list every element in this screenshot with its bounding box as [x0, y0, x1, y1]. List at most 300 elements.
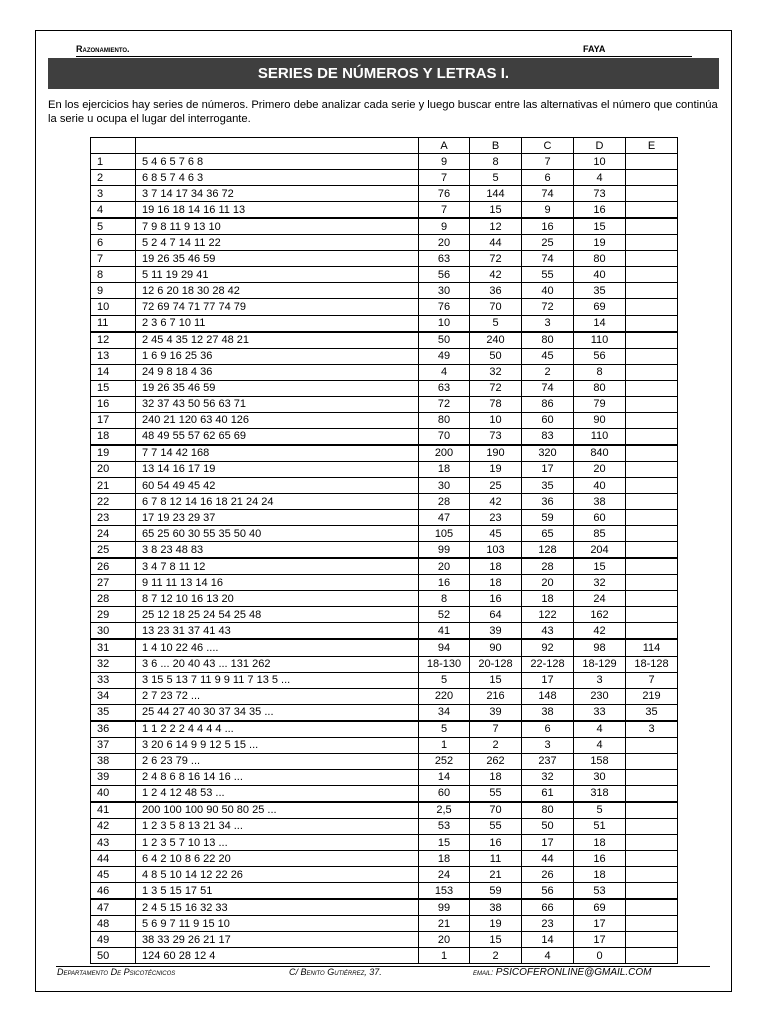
- table-row: [91, 364, 678, 380]
- option-e-cell: 114: [626, 639, 678, 656]
- series-cell: 5 6 9 7 11 9 15 10: [136, 916, 419, 932]
- series-cell: 3 4 7 8 11 12: [136, 558, 419, 575]
- row-number: 4: [91, 202, 136, 219]
- option-b-cell: 78: [470, 396, 522, 412]
- row-number: 13: [91, 348, 136, 364]
- option-d-cell: 230: [574, 688, 626, 704]
- table-row: [91, 704, 678, 721]
- option-c-cell: 92: [522, 639, 574, 656]
- option-b-cell: 90: [470, 639, 522, 656]
- option-d-cell: 42: [574, 623, 626, 640]
- option-d-cell: 20: [574, 461, 626, 477]
- table-row: [91, 916, 678, 932]
- option-a-cell: 20: [419, 235, 470, 251]
- series-cell: 72 69 74 71 77 74 79: [136, 299, 419, 315]
- option-d-cell: 35: [574, 283, 626, 299]
- row-number: 49: [91, 932, 136, 948]
- option-a-cell: 16: [419, 575, 470, 591]
- option-c-cell: 80: [522, 332, 574, 349]
- option-b-cell: 72: [470, 251, 522, 267]
- table-row: [91, 348, 678, 364]
- option-a-cell: 5: [419, 721, 470, 738]
- footer-email-link[interactable]: PSICOFERONLINE@GMAIL.COM: [495, 967, 652, 978]
- row-number: 45: [91, 867, 136, 883]
- row-number: 40: [91, 785, 136, 802]
- table-row: [91, 753, 678, 769]
- row-number: 1: [91, 154, 136, 170]
- option-a-cell: 105: [419, 526, 470, 542]
- series-cell: 5 4 6 5 7 6 8: [136, 154, 419, 170]
- option-c-cell: 38: [522, 704, 574, 721]
- row-number: 30: [91, 623, 136, 640]
- table-row: [91, 818, 678, 834]
- option-a-cell: 28: [419, 494, 470, 510]
- option-d-cell: 40: [574, 267, 626, 283]
- option-d-cell: 4: [574, 170, 626, 186]
- option-c-cell: 66: [522, 899, 574, 916]
- series-cell: 24 9 8 18 4 36: [136, 364, 419, 380]
- option-e-cell: 18-128: [626, 656, 678, 672]
- option-d-cell: 840: [574, 445, 626, 462]
- row-number: 46: [91, 883, 136, 900]
- option-b-cell: 39: [470, 623, 522, 640]
- option-e-cell: [626, 170, 678, 186]
- option-a-cell: 72: [419, 396, 470, 412]
- option-a-cell: 94: [419, 639, 470, 656]
- option-e-cell: [626, 623, 678, 640]
- option-c-cell: 55: [522, 267, 574, 283]
- page-title: [48, 58, 719, 89]
- option-c-cell: 56: [522, 883, 574, 900]
- footer-address: C/ Benito Gutiérrez, 37.: [289, 967, 382, 977]
- option-e-cell: [626, 364, 678, 380]
- option-e-cell: [626, 202, 678, 219]
- series-cell: 3 20 6 14 9 9 12 5 15 ...: [136, 737, 419, 753]
- option-a-cell: 76: [419, 186, 470, 202]
- option-a-cell: 21: [419, 916, 470, 932]
- option-a-cell: 50: [419, 332, 470, 349]
- option-d-cell: 3: [574, 672, 626, 688]
- option-b-cell: 5: [470, 315, 522, 332]
- option-b-cell: 36: [470, 283, 522, 299]
- option-e-cell: [626, 332, 678, 349]
- column-header: C: [522, 138, 574, 154]
- option-e-cell: 3: [626, 721, 678, 738]
- series-cell: 1 2 4 12 48 53 ...: [136, 785, 419, 802]
- option-d-cell: 80: [574, 380, 626, 396]
- option-c-cell: 61: [522, 785, 574, 802]
- option-e-cell: [626, 461, 678, 477]
- option-b-cell: 70: [470, 802, 522, 819]
- option-e-cell: 7: [626, 672, 678, 688]
- table-row: [91, 542, 678, 559]
- option-a-cell: 5: [419, 672, 470, 688]
- option-d-cell: 110: [574, 332, 626, 349]
- option-d-cell: 17: [574, 932, 626, 948]
- option-b-cell: 21: [470, 867, 522, 883]
- option-c-cell: 83: [522, 428, 574, 445]
- row-number: 26: [91, 558, 136, 575]
- series-cell: 9 11 11 13 14 16: [136, 575, 419, 591]
- option-c-cell: 237: [522, 753, 574, 769]
- option-a-cell: 7: [419, 202, 470, 219]
- option-d-cell: 16: [574, 851, 626, 867]
- table-row: [91, 412, 678, 428]
- option-b-cell: 19: [470, 461, 522, 477]
- option-e-cell: [626, 542, 678, 559]
- option-d-cell: 56: [574, 348, 626, 364]
- option-c-cell: 3: [522, 315, 574, 332]
- row-number: 29: [91, 607, 136, 623]
- option-a-cell: 7: [419, 170, 470, 186]
- option-d-cell: 10: [574, 154, 626, 170]
- table-row: [91, 218, 678, 235]
- option-e-cell: [626, 883, 678, 900]
- option-a-cell: 220: [419, 688, 470, 704]
- option-d-cell: 69: [574, 899, 626, 916]
- table-row: [91, 623, 678, 640]
- option-e-cell: [626, 932, 678, 948]
- option-b-cell: 240: [470, 332, 522, 349]
- row-number: 16: [91, 396, 136, 412]
- option-d-cell: 24: [574, 591, 626, 607]
- option-a-cell: 20: [419, 558, 470, 575]
- option-d-cell: 38: [574, 494, 626, 510]
- option-c-cell: 25: [522, 235, 574, 251]
- option-b-cell: 38: [470, 899, 522, 916]
- option-c-cell: 74: [522, 251, 574, 267]
- option-b-cell: 216: [470, 688, 522, 704]
- table-row: [91, 299, 678, 315]
- option-c-cell: 45: [522, 348, 574, 364]
- row-number: 47: [91, 899, 136, 916]
- option-e-cell: [626, 558, 678, 575]
- option-a-cell: 15: [419, 835, 470, 851]
- option-b-cell: 19: [470, 916, 522, 932]
- option-c-cell: 43: [522, 623, 574, 640]
- option-c-cell: 65: [522, 526, 574, 542]
- series-cell: 2 3 6 7 10 11: [136, 315, 419, 332]
- option-c-cell: 122: [522, 607, 574, 623]
- row-number: 38: [91, 753, 136, 769]
- row-number: 19: [91, 445, 136, 462]
- column-header: A: [419, 138, 470, 154]
- option-d-cell: 98: [574, 639, 626, 656]
- series-cell: 60 54 49 45 42: [136, 477, 419, 493]
- option-c-cell: 17: [522, 461, 574, 477]
- option-e-cell: 35: [626, 704, 678, 721]
- option-c-cell: 4: [522, 948, 574, 964]
- series-cell: 1 2 3 5 8 13 21 34 ...: [136, 818, 419, 834]
- option-b-cell: 72: [470, 380, 522, 396]
- option-b-cell: 2: [470, 948, 522, 964]
- row-number: 35: [91, 704, 136, 721]
- series-cell: 17 19 23 29 37: [136, 510, 419, 526]
- series-cell: 1 3 5 15 17 51: [136, 883, 419, 900]
- option-d-cell: 60: [574, 510, 626, 526]
- option-c-cell: 6: [522, 170, 574, 186]
- option-d-cell: 17: [574, 916, 626, 932]
- row-number: 41: [91, 802, 136, 819]
- series-cell: 240 21 120 63 40 126: [136, 412, 419, 428]
- option-b-cell: 73: [470, 428, 522, 445]
- option-c-cell: 17: [522, 672, 574, 688]
- option-e-cell: [626, 186, 678, 202]
- column-header: B: [470, 138, 522, 154]
- option-d-cell: 16: [574, 202, 626, 219]
- option-c-cell: 148: [522, 688, 574, 704]
- series-cell: 2 45 4 35 12 27 48 21: [136, 332, 419, 349]
- option-e-cell: [626, 283, 678, 299]
- series-cell: 12 6 20 18 30 28 42: [136, 283, 419, 299]
- option-a-cell: 60: [419, 785, 470, 802]
- option-b-cell: 18: [470, 558, 522, 575]
- table-row: [91, 737, 678, 753]
- series-cell: 2 6 23 79 ...: [136, 753, 419, 769]
- row-number: 28: [91, 591, 136, 607]
- option-e-cell: [626, 867, 678, 883]
- option-b-cell: 10: [470, 412, 522, 428]
- series-cell: 13 23 31 37 41 43: [136, 623, 419, 640]
- option-a-cell: 4: [419, 364, 470, 380]
- table-row: [91, 510, 678, 526]
- row-number: 2: [91, 170, 136, 186]
- row-number: 25: [91, 542, 136, 559]
- option-b-cell: 15: [470, 672, 522, 688]
- option-a-cell: 30: [419, 477, 470, 493]
- table-row: [91, 948, 678, 964]
- table-row: [91, 396, 678, 412]
- option-c-cell: 59: [522, 510, 574, 526]
- series-cell: 1 1 2 2 2 4 4 4 4 ...: [136, 721, 419, 738]
- option-c-cell: 26: [522, 867, 574, 883]
- option-d-cell: 85: [574, 526, 626, 542]
- series-cell: 6 4 2 10 8 6 22 20: [136, 851, 419, 867]
- footer-email: [473, 967, 651, 978]
- series-cell: 19 26 35 46 59: [136, 251, 419, 267]
- option-b-cell: 8: [470, 154, 522, 170]
- row-number: 33: [91, 672, 136, 688]
- table-row: [91, 769, 678, 785]
- option-c-cell: 80: [522, 802, 574, 819]
- table-row: [91, 186, 678, 202]
- option-a-cell: 200: [419, 445, 470, 462]
- option-a-cell: 49: [419, 348, 470, 364]
- series-cell: 1 2 3 5 7 10 13 ...: [136, 835, 419, 851]
- option-c-cell: 20: [522, 575, 574, 591]
- option-b-cell: 18: [470, 575, 522, 591]
- option-b-cell: 59: [470, 883, 522, 900]
- option-e-cell: [626, 299, 678, 315]
- row-number: 39: [91, 769, 136, 785]
- option-e-cell: [626, 510, 678, 526]
- option-e-cell: [626, 267, 678, 283]
- option-e-cell: [626, 315, 678, 332]
- row-number: 44: [91, 851, 136, 867]
- option-a-cell: 80: [419, 412, 470, 428]
- option-d-cell: 8: [574, 364, 626, 380]
- option-e-cell: [626, 607, 678, 623]
- table-row: [91, 428, 678, 445]
- row-number: 14: [91, 364, 136, 380]
- row-number: 27: [91, 575, 136, 591]
- table-row: [91, 899, 678, 916]
- table-row: [91, 202, 678, 219]
- series-cell: 7 9 8 11 9 13 10: [136, 218, 419, 235]
- table-row: [91, 607, 678, 623]
- option-b-cell: 2: [470, 737, 522, 753]
- option-a-cell: 10: [419, 315, 470, 332]
- option-c-cell: 44: [522, 851, 574, 867]
- option-c-cell: 86: [522, 396, 574, 412]
- table-row: [91, 526, 678, 542]
- option-d-cell: 73: [574, 186, 626, 202]
- option-e-cell: 219: [626, 688, 678, 704]
- option-d-cell: 4: [574, 737, 626, 753]
- table-row: [91, 170, 678, 186]
- option-a-cell: 53: [419, 818, 470, 834]
- option-c-cell: 72: [522, 299, 574, 315]
- series-cell: 2 7 23 72 ...: [136, 688, 419, 704]
- table-row: [91, 154, 678, 170]
- row-number: 6: [91, 235, 136, 251]
- option-a-cell: 14: [419, 769, 470, 785]
- footer-email-label: email:: [473, 968, 494, 977]
- option-c-cell: 128: [522, 542, 574, 559]
- row-number: 48: [91, 916, 136, 932]
- series-cell: 8 7 12 10 16 13 20: [136, 591, 419, 607]
- option-e-cell: [626, 769, 678, 785]
- option-d-cell: 14: [574, 315, 626, 332]
- option-b-cell: 262: [470, 753, 522, 769]
- option-e-cell: [626, 835, 678, 851]
- series-cell: 6 7 8 12 14 16 18 21 24 24: [136, 494, 419, 510]
- option-e-cell: [626, 380, 678, 396]
- option-b-cell: 18: [470, 769, 522, 785]
- option-b-cell: 5: [470, 170, 522, 186]
- option-b-cell: 103: [470, 542, 522, 559]
- option-d-cell: 18-129: [574, 656, 626, 672]
- series-cell: 2 4 8 6 8 16 14 16 ...: [136, 769, 419, 785]
- series-cell: 3 8 23 48 83: [136, 542, 419, 559]
- option-e-cell: [626, 753, 678, 769]
- option-a-cell: 99: [419, 542, 470, 559]
- option-e-cell: [626, 154, 678, 170]
- table-row: [91, 867, 678, 883]
- option-e-cell: [626, 948, 678, 964]
- option-b-cell: 64: [470, 607, 522, 623]
- option-d-cell: 51: [574, 818, 626, 834]
- option-d-cell: 5: [574, 802, 626, 819]
- row-number: 37: [91, 737, 136, 753]
- series-cell: 124 60 28 12 4: [136, 948, 419, 964]
- table-row: [91, 802, 678, 819]
- series-cell: 1 6 9 16 25 36: [136, 348, 419, 364]
- option-b-cell: 15: [470, 202, 522, 219]
- option-a-cell: 47: [419, 510, 470, 526]
- row-number: 43: [91, 835, 136, 851]
- series-cell: 3 6 ... 20 40 43 ... 131 262: [136, 656, 419, 672]
- option-b-cell: 45: [470, 526, 522, 542]
- option-d-cell: 162: [574, 607, 626, 623]
- table-header-row: [91, 138, 678, 154]
- author-label: FAYA: [583, 44, 606, 54]
- option-d-cell: 19: [574, 235, 626, 251]
- column-header: D: [574, 138, 626, 154]
- series-cell: 25 12 18 25 24 54 25 48: [136, 607, 419, 623]
- option-d-cell: 69: [574, 299, 626, 315]
- series-cell: 2 4 5 15 16 32 33: [136, 899, 419, 916]
- option-a-cell: 18-130: [419, 656, 470, 672]
- table-row: [91, 835, 678, 851]
- option-b-cell: 16: [470, 591, 522, 607]
- row-number: 15: [91, 380, 136, 396]
- series-cell: 5 11 19 29 41: [136, 267, 419, 283]
- option-b-cell: 55: [470, 818, 522, 834]
- option-a-cell: 99: [419, 899, 470, 916]
- option-a-cell: 76: [419, 299, 470, 315]
- option-d-cell: 4: [574, 721, 626, 738]
- option-d-cell: 80: [574, 251, 626, 267]
- row-number: 50: [91, 948, 136, 964]
- option-d-cell: 32: [574, 575, 626, 591]
- option-a-cell: 41: [419, 623, 470, 640]
- option-c-cell: 74: [522, 186, 574, 202]
- table-row: [91, 688, 678, 704]
- column-header: E: [626, 138, 678, 154]
- option-b-cell: 12: [470, 218, 522, 235]
- option-c-cell: 14: [522, 932, 574, 948]
- option-e-cell: [626, 591, 678, 607]
- table-row: [91, 932, 678, 948]
- option-d-cell: 0: [574, 948, 626, 964]
- row-number: 36: [91, 721, 136, 738]
- row-number: 32: [91, 656, 136, 672]
- header-rule: [76, 56, 692, 57]
- table-row: [91, 461, 678, 477]
- option-c-cell: 6: [522, 721, 574, 738]
- option-b-cell: 15: [470, 932, 522, 948]
- option-b-cell: 144: [470, 186, 522, 202]
- option-c-cell: 32: [522, 769, 574, 785]
- option-d-cell: 15: [574, 218, 626, 235]
- option-e-cell: [626, 785, 678, 802]
- row-number: 24: [91, 526, 136, 542]
- row-number: 18: [91, 428, 136, 445]
- option-a-cell: 1: [419, 737, 470, 753]
- option-d-cell: 40: [574, 477, 626, 493]
- option-e-cell: [626, 428, 678, 445]
- table-row: [91, 558, 678, 575]
- table-row: [91, 235, 678, 251]
- series-cell: 48 49 55 57 62 65 69: [136, 428, 419, 445]
- option-d-cell: 30: [574, 769, 626, 785]
- option-c-cell: 2: [522, 364, 574, 380]
- series-cell: 5 2 4 7 14 11 22: [136, 235, 419, 251]
- option-c-cell: 50: [522, 818, 574, 834]
- option-a-cell: 63: [419, 251, 470, 267]
- series-cell: 200 100 100 90 50 80 25 ...: [136, 802, 419, 819]
- series-cell: 19 16 18 14 16 11 13: [136, 202, 419, 219]
- option-e-cell: [626, 396, 678, 412]
- option-c-cell: 23: [522, 916, 574, 932]
- option-d-cell: 158: [574, 753, 626, 769]
- option-a-cell: 2,5: [419, 802, 470, 819]
- table-row: [91, 883, 678, 900]
- option-a-cell: 18: [419, 461, 470, 477]
- table-row: [91, 494, 678, 510]
- option-c-cell: 320: [522, 445, 574, 462]
